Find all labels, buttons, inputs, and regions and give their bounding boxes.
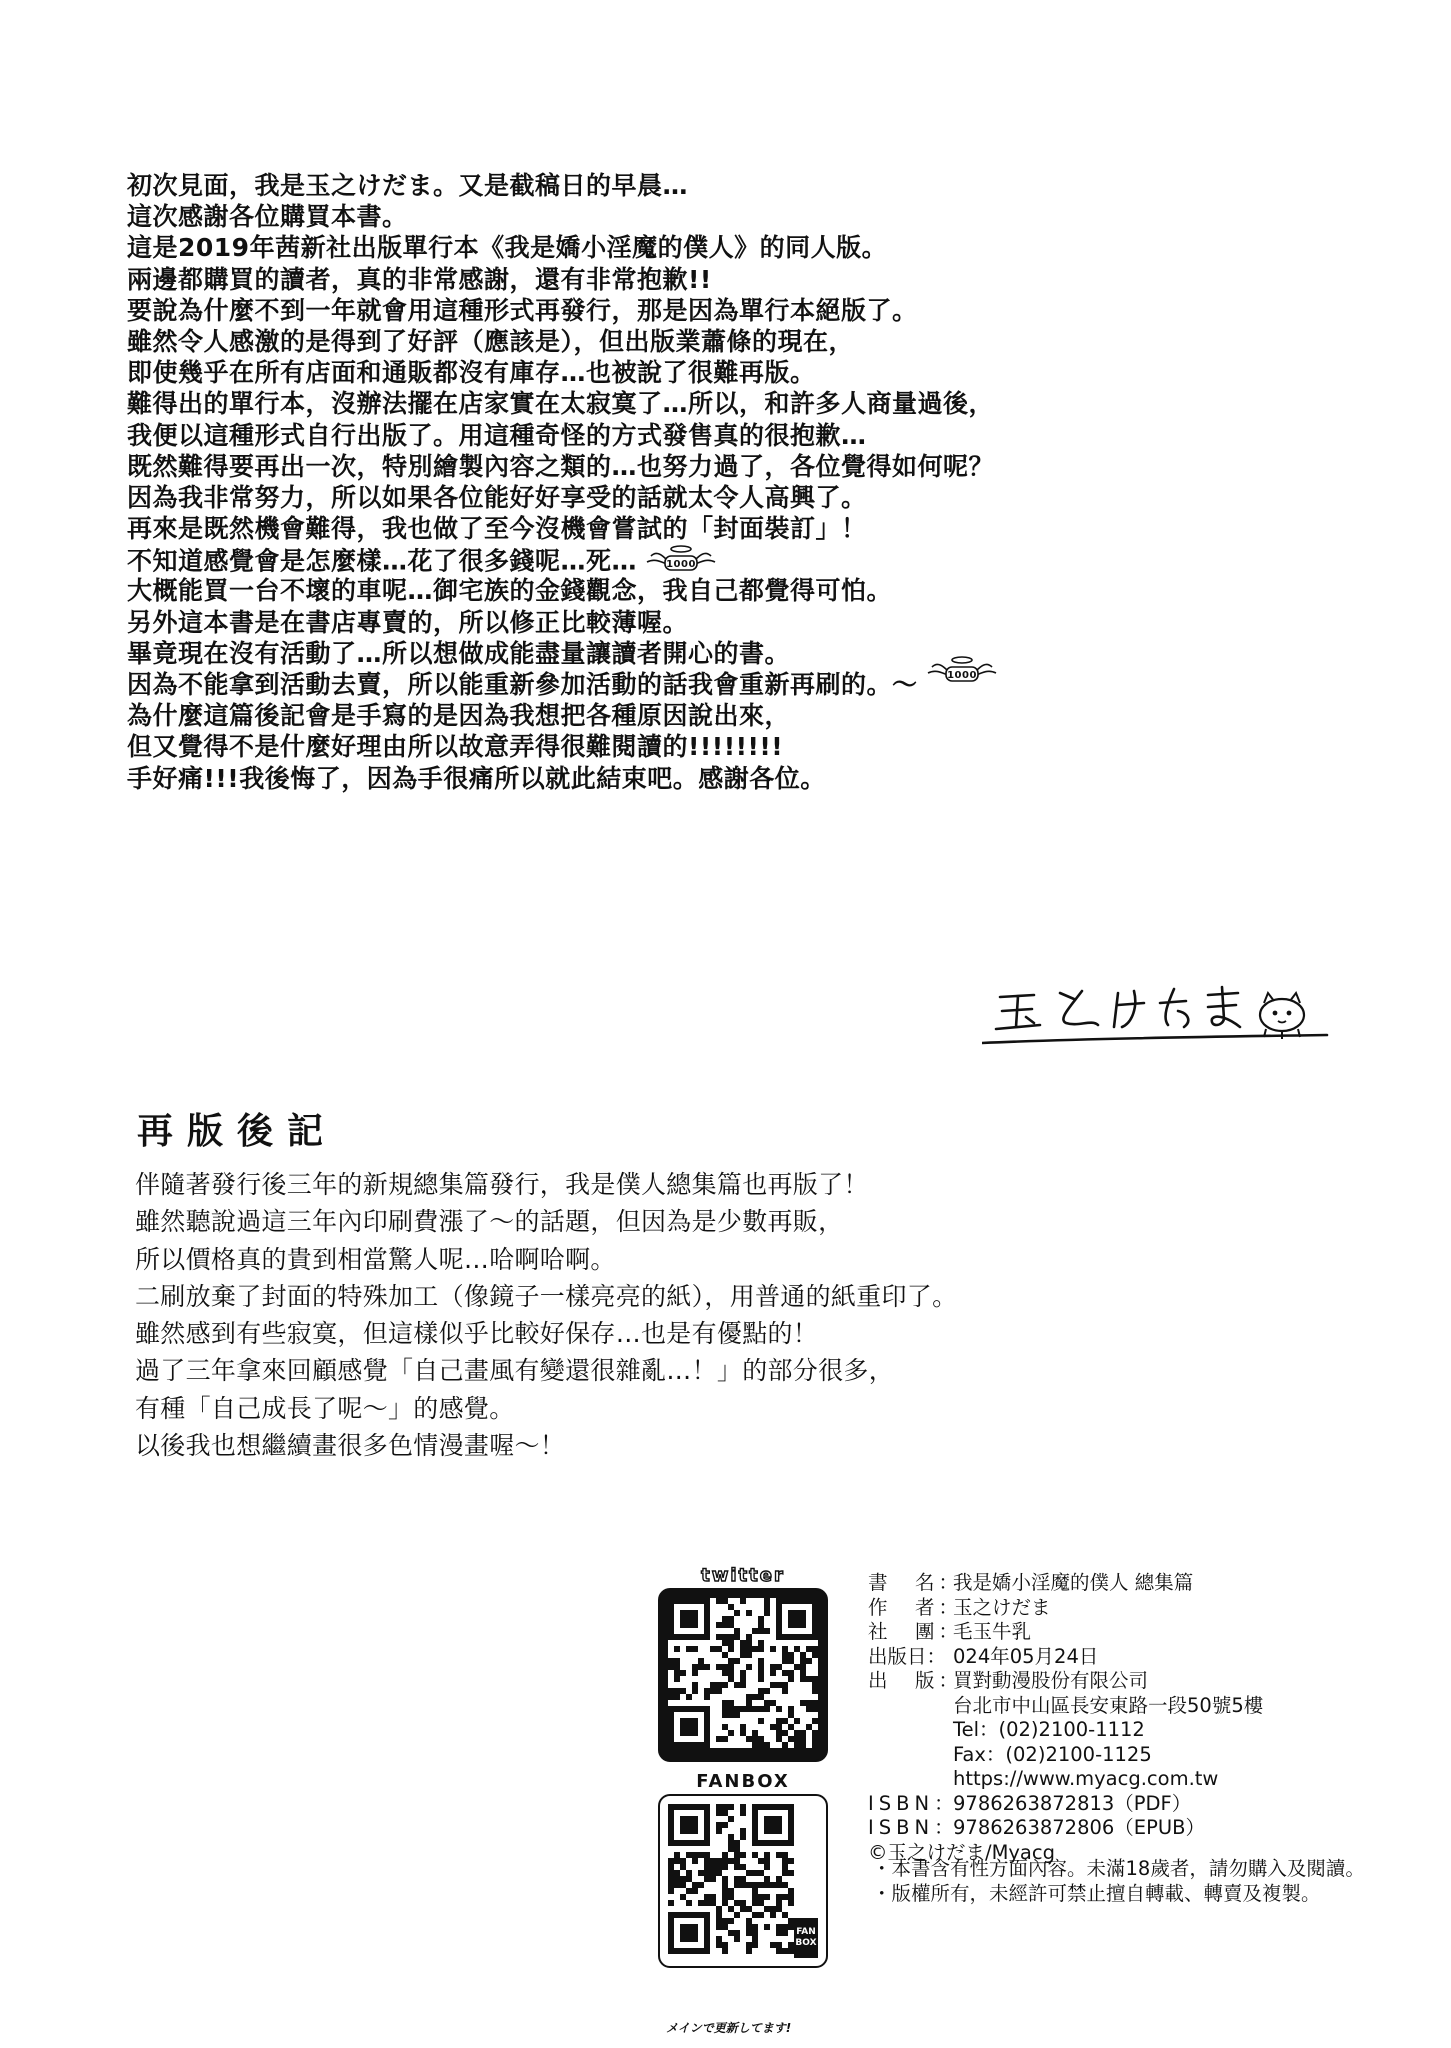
afterword-line: 另外這本書是在書店專賣的，所以修正比較薄喔。 bbox=[127, 607, 689, 637]
afterword-line: 再來是既然機會難得，我也做了至今沒機會嘗試的「封面裝訂」！ bbox=[127, 514, 867, 544]
isbn-row bbox=[868, 1792, 1263, 1817]
reprint-line: 以後我也想繼續畫很多色情漫畫喔～！ bbox=[135, 1431, 566, 1461]
twitter-qr-code[interactable] bbox=[658, 1588, 828, 1762]
notice-line: ・版權所有，未經許可禁止擅自轉載、轉賣及複製。 bbox=[872, 1881, 1321, 1905]
isbn-label: ISBN： bbox=[868, 1791, 959, 1815]
colophon-value: 買對動漫股份有限公司 bbox=[953, 1669, 1149, 1692]
reprint-line: 有種「自己成長了呢～」的感覺。 bbox=[135, 1393, 515, 1423]
colophon-label: 出版日： bbox=[868, 1644, 947, 1668]
colophon-value: 我是嬌小淫魔的僕人 總集篇 bbox=[953, 1571, 1194, 1594]
publisher-address: 台北市中山區長安東路一段50號5樓 bbox=[953, 1693, 1264, 1717]
publisher-url[interactable]: https://www.myacg.com.tw bbox=[953, 1767, 1219, 1790]
colophon-value: 024年05月24日 bbox=[953, 1644, 1099, 1668]
afterword-line: 要說為什麼不到一年就會用這種形式再發行，那是因為單行本絕版了。 bbox=[127, 295, 918, 325]
afterword-line: 這是2019年茜新社出版單行本《我是嬌小淫魔的僕人》的同人版。 bbox=[127, 233, 888, 263]
reprint-text bbox=[135, 1166, 1335, 1464]
colophon-row bbox=[868, 1645, 1263, 1670]
afterword-line: 即使幾乎在所有店面和通販都沒有庫存…也被說了很難再版。 bbox=[127, 358, 816, 388]
legal-notices bbox=[872, 1857, 1365, 1906]
publisher-fax: Fax：(02)2100-1125 bbox=[953, 1742, 1152, 1766]
fanbox-qr-block bbox=[658, 1770, 828, 1968]
reprint-line: 過了三年拿來回顧感覺「自己畫風有變還很雜亂…！」的部分很多， bbox=[135, 1356, 895, 1386]
isbn-value: 9786263872813（PDF） bbox=[953, 1791, 1192, 1815]
doodle-label: 1000 bbox=[666, 559, 696, 571]
reprint-line: 伴隨著發行後三年的新規總集篇發行，我是僕人總集篇也再版了！ bbox=[135, 1170, 869, 1199]
colophon-row bbox=[868, 1669, 1263, 1694]
colophon-row bbox=[868, 1571, 1263, 1596]
afterword-line-text: 不知道感覺會是怎麼樣…花了很多錢呢…死… bbox=[127, 546, 638, 576]
isbn-value: 9786263872806（EPUB） bbox=[953, 1816, 1206, 1839]
afterword-line: 但又覺得不是什麼好理由所以故意弄得很難閱讀的!!!!!!!! bbox=[127, 732, 784, 762]
afterword-line: 既然難得要再出一次，特別繪製內容之類的…也努力過了，各位覺得如何呢？ bbox=[127, 451, 995, 481]
afterword-line-text: 因為不能拿到活動去賣，所以能重新參加活動的話我會重新再刷的。～ bbox=[127, 670, 918, 699]
reprint-line: 雖然聽說過這三年內印刷費漲了～的話題，但因為是少數再販， bbox=[135, 1207, 844, 1237]
qr-code-icon bbox=[668, 1598, 818, 1748]
reprint-line: 雖然感到有些寂寞，但這樣似乎比較好保存…也是有優點的！ bbox=[135, 1319, 819, 1349]
afterword-line: 初次見面，我是玉之けだま。又是截稿日的早晨… bbox=[127, 171, 689, 200]
afterword-line bbox=[127, 669, 1327, 700]
qr-code-icon bbox=[668, 1804, 794, 1954]
afterword-line: 這次感謝各位購買本書。 bbox=[127, 202, 408, 232]
isbn-row bbox=[868, 1816, 1263, 1841]
afterword-line: 難得出的單行本，沒辦法擺在店家實在太寂寞了…所以，和許多人商量過後， bbox=[127, 389, 995, 419]
twitter-label: twitter bbox=[701, 1565, 785, 1586]
isbn-label: ISBN： bbox=[868, 1816, 959, 1839]
colophon-row bbox=[868, 1620, 1263, 1645]
author-signature bbox=[982, 975, 1332, 1059]
colophon-label: 作 者： bbox=[868, 1595, 963, 1619]
afterword-line: 大概能買一台不壞的車呢…御宅族的金錢觀念，我自己都覺得可怕。 bbox=[127, 576, 893, 606]
colophon bbox=[868, 1571, 1263, 1865]
afterword-line bbox=[127, 544, 1327, 575]
publisher-tel: Tel：(02)2100-1112 bbox=[953, 1718, 1145, 1741]
qr-caption: メインで更新してます! bbox=[666, 2021, 792, 2035]
afterword-line: 因為我非常努力，所以如果各位能好好享受的話就太令人高興了。 bbox=[127, 482, 867, 512]
doodle-label: 1000 bbox=[946, 670, 977, 681]
reprint-title: 再版後記 bbox=[137, 1111, 338, 1152]
afterword-line: 為什麼這篇後記會是手寫的是因為我想把各種原因說出來， bbox=[127, 701, 791, 731]
fanbox-label: FANBOX bbox=[696, 1771, 790, 1792]
twitter-qr-block bbox=[658, 1564, 828, 1762]
afterword-line: 兩邊都購買的讀者，真的非常感謝，還有非常抱歉!! bbox=[127, 264, 712, 294]
afterword-line: 我便以這種形式自行出版了。用這種奇怪的方式發售真的很抱歉… bbox=[127, 420, 867, 450]
colophon-label: 出 版： bbox=[868, 1669, 963, 1692]
colophon-label: 書 名： bbox=[868, 1571, 963, 1594]
afterword-line: 畢竟現在沒有活動了…所以想做成能盡量讓讀者開心的書。 bbox=[127, 638, 791, 668]
colophon-row bbox=[868, 1596, 1263, 1621]
afterword-line: 雖然令人感激的是得到了好評（應該是），但出版業蕭條的現在， bbox=[127, 326, 855, 356]
winged-coin-doodle-icon bbox=[924, 655, 1000, 692]
reprint-line: 二刷放棄了封面的特殊加工（像鏡子一樣亮亮的紙），用普通的紙重印了。 bbox=[135, 1281, 958, 1311]
notice-line: ・本書含有性方面內容。未滿18歲者，請勿購入及閱讀。 bbox=[872, 1857, 1365, 1880]
colophon-value: 玉之けだま bbox=[953, 1595, 1051, 1619]
afterword-line: 手好痛!!!我後悔了，因為手很痛所以就此結束吧。感謝各位。 bbox=[127, 763, 826, 793]
fanbox-qr-code[interactable] bbox=[658, 1794, 828, 1968]
fanbox-logo-icon: FAN BOX bbox=[794, 1918, 818, 1958]
afterword-text bbox=[127, 170, 1327, 794]
copyright: ©玉之けだま/Myacg bbox=[868, 1840, 1055, 1864]
colophon-value: 毛玉牛乳 bbox=[953, 1620, 1032, 1643]
reprint-line: 所以價格真的貴到相當驚人呢…哈啊哈啊。 bbox=[135, 1244, 616, 1274]
colophon-label: 社 團： bbox=[868, 1620, 963, 1643]
